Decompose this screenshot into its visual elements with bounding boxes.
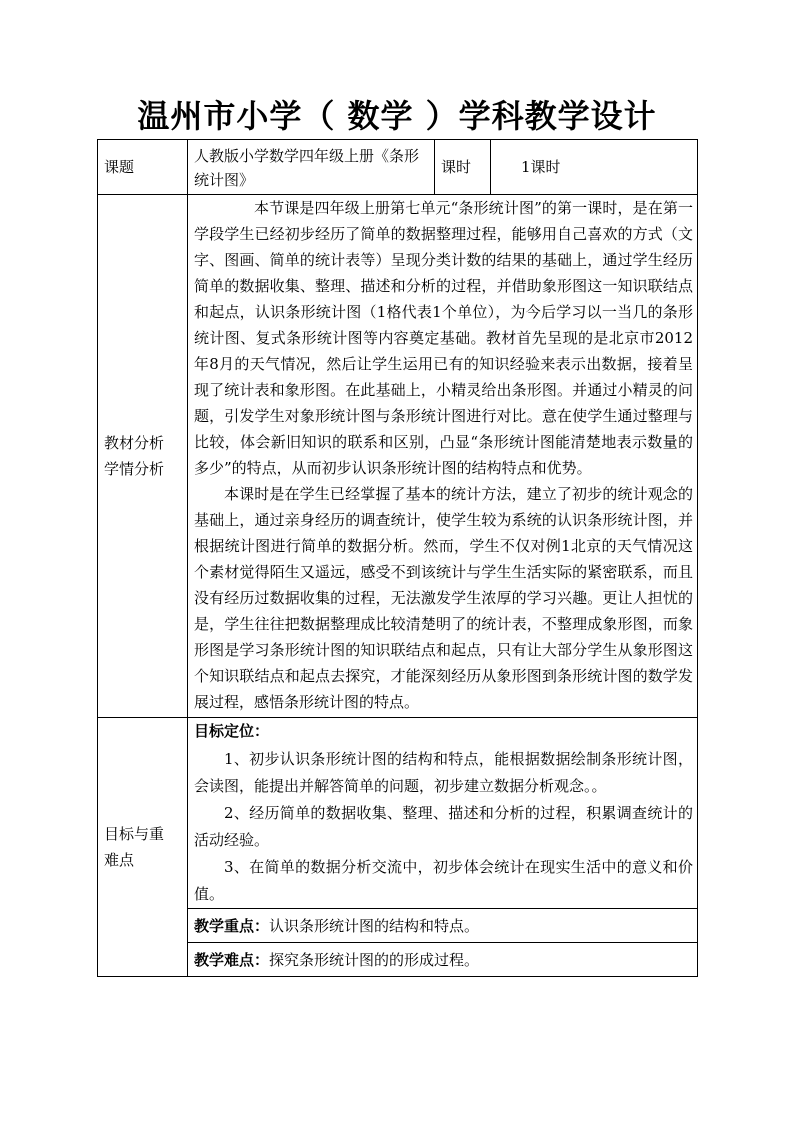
analysis-content — [188, 195, 698, 718]
goal-item-2: 2、经历简单的数据收集、整理、描述和分析的过程，积累调查统计的活动经验。 — [194, 804, 693, 849]
analysis-label — [98, 195, 188, 718]
analysis-paragraph-2: 本课时是在学生已经掌握了基本的统计方法，建立了初步的统计观念的基础上，通过亲身经历的调查统计，使学生较为系统的认识条形统计图，并根据统计图进行简单的数据分析。然而，学生不仅对例1北京的天气情况这个素材觉得陌生又遥远，感受不到该统计与学生生活实际的紧密联系，而且没有经历过数据收集的过程，无法激发学生浓厚的学习兴趣。更让人担忧的是，学生往往把数据整理成比较清楚明了的统计表，不整理成象形图，而象形图是学习条形统计图的知识联结点和起点，只有让大部分学生从象形图这个知识联结点和起点去探究，才能深刻经历从象形图到条形统计图的数学发展过程，感悟条形统计图的特点。 — [194, 485, 693, 711]
goals-content — [188, 718, 698, 977]
difficulty-text: 探究条形统计图的的形成过程。 — [269, 951, 480, 969]
analysis-row — [98, 195, 698, 718]
hours-label: 课时 — [435, 140, 491, 195]
analysis-label-line2: 学情分析 — [104, 460, 165, 478]
topic-label: 课题 — [98, 140, 188, 195]
difficulty-row — [194, 943, 693, 976]
goals-label-line2: 难点 — [104, 851, 135, 869]
hours-value: 1课时 — [491, 140, 698, 195]
lesson-design-table — [97, 139, 698, 977]
goals-heading: 目标定位： — [194, 722, 270, 740]
goal-item-3: 3、在简单的数据分析交流中，初步体会统计在现实生活中的意义和价值。 — [194, 858, 693, 903]
goal-item-1: 1、初步认识条形统计图的结构和特点，能根据数据绘制条形统计图，会读图，能提出并解答简单的问题，初步建立数据分析观念。。 — [194, 750, 693, 795]
analysis-label-line1: 教材分析 — [104, 434, 165, 452]
goals-label-line1: 目标与重 — [104, 825, 165, 843]
key-point-row — [194, 909, 693, 942]
key-point-text: 认识条形统计图的结构和特点。 — [269, 917, 480, 935]
analysis-paragraph-1: 本节课是四年级上册第七单元“条形统计图”的第一课时，是在第一学段学生已经初步经历了简单的数据整理过程，能够用自己喜欢的方式（文字、图画、简单的统计表等）呈现分类计数的结果的基础上，通过学生经历简单的数据收集、整理、描述和分析的过程，并借助象形图这一知识联结点和起点，认识条形统计图（1格代表1个单位），为今后学习以一当几的条形统计图、复式条形统计图等内容奠定基础。教材首先呈现的是北京市2012年8月的天气情况，然后让学生运用已有的知识经验来表示出数据，接着呈现了统计表和象形图。在此基础上，小精灵给出条形图。并通过小精灵的问题，引发学生对象形统计图与条形统计图进行对比。意在使学生通过整理与比较，体会新旧知识的联系和区别，凸显“条形统计图能清楚地表示数量的多少”的特点，从而初步认识条形统计图的结构特点和优势。 — [194, 199, 693, 477]
difficulty-label: 教学难点： — [194, 951, 270, 969]
topic-value: 人教版小学数学四年级上册《条形统计图》 — [188, 140, 435, 195]
key-point-label: 教学重点： — [194, 917, 270, 935]
goals-label — [98, 718, 188, 977]
goals-row — [98, 718, 698, 977]
page-title: 温州市小学（ 数学 ）学科教学设计 — [137, 97, 657, 135]
header-row — [98, 140, 698, 195]
